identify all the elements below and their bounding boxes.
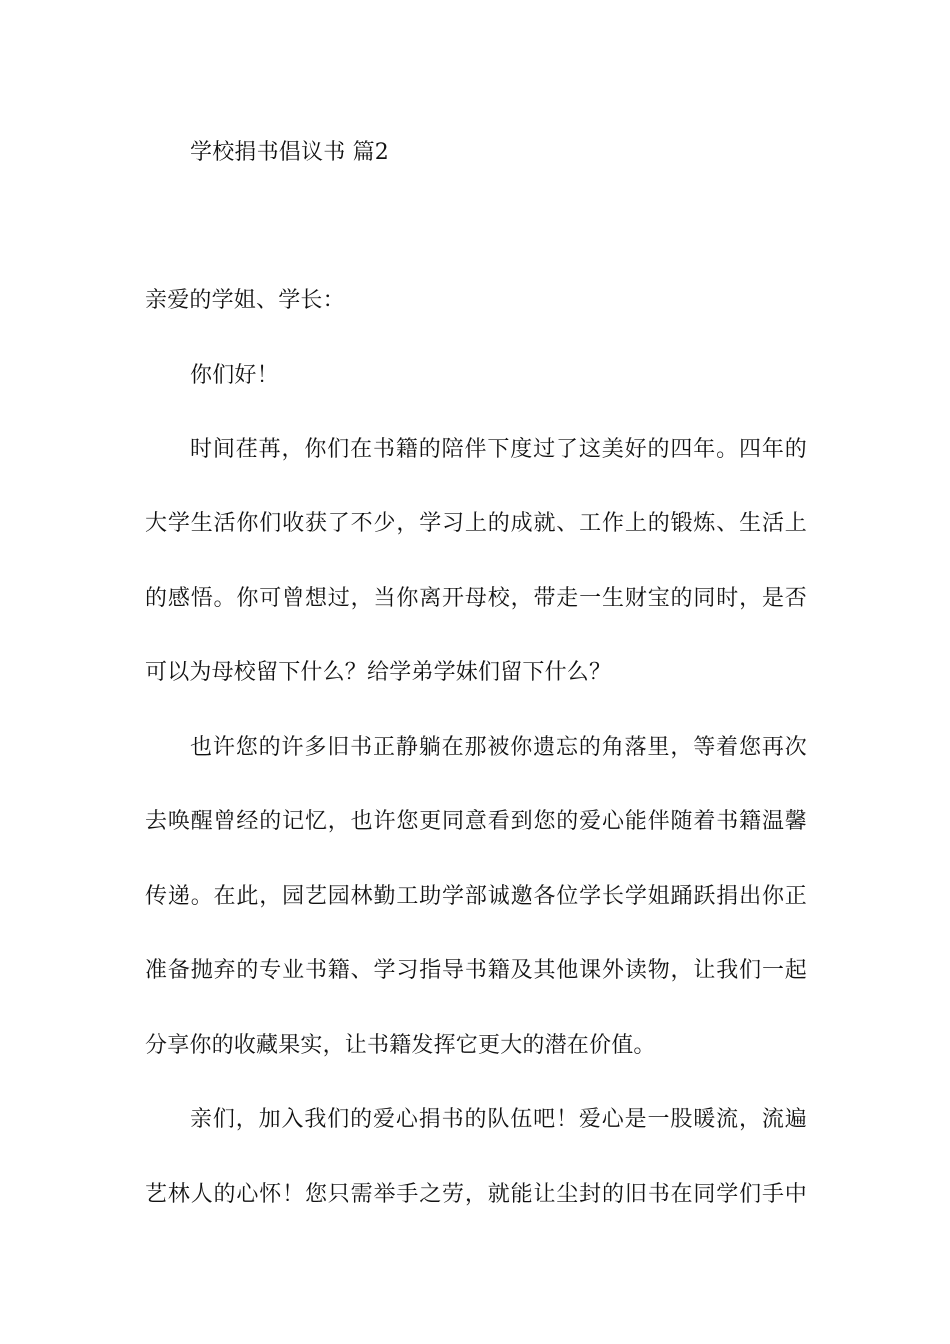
paragraph-line: 分享你的收藏果实，让书籍发挥它更大的潜在价值。 (145, 1033, 656, 1058)
salutation: 亲爱的学姐、学长： (145, 288, 345, 313)
paragraph-line: 大学生活你们收获了不少，学习上的成就、工作上的锻炼、生活上 (145, 511, 807, 536)
paragraph-line: 艺林人的心怀！您只需举手之劳，就能让尘封的旧书在同学们手中 (145, 1182, 807, 1207)
paragraph-line: 时间荏苒，你们在书籍的陪伴下度过了这美好的四年。四年的 (190, 437, 807, 462)
paragraph-line: 亲们，加入我们的爱心捐书的队伍吧！爱心是一股暖流，流遍 (190, 1107, 807, 1132)
paragraph-line: 传递。在此，园艺园林勤工助学部诚邀各位学长学姐踊跃捐出你正 (145, 884, 807, 909)
paragraph-line: 可以为母校留下什么？给学弟学妹们留下什么？ (145, 660, 612, 685)
paragraph-line: 准备抛弃的专业书籍、学习指导书籍及其他课外读物，让我们一起 (145, 958, 807, 983)
paragraph-line: 去唤醒曾经的记忆，也许您更同意看到您的爱心能伴随着书籍温馨 (145, 809, 807, 834)
greeting: 你们好！ (190, 363, 279, 388)
document-title: 学校捐书倡议书 篇2 (190, 140, 389, 165)
paragraph-line: 的感悟。你可曾想过，当你离开母校，带走一生财宝的同时，是否 (145, 586, 807, 611)
paragraph-line: 也许您的许多旧书正静躺在那被你遗忘的角落里，等着您再次 (190, 735, 807, 760)
